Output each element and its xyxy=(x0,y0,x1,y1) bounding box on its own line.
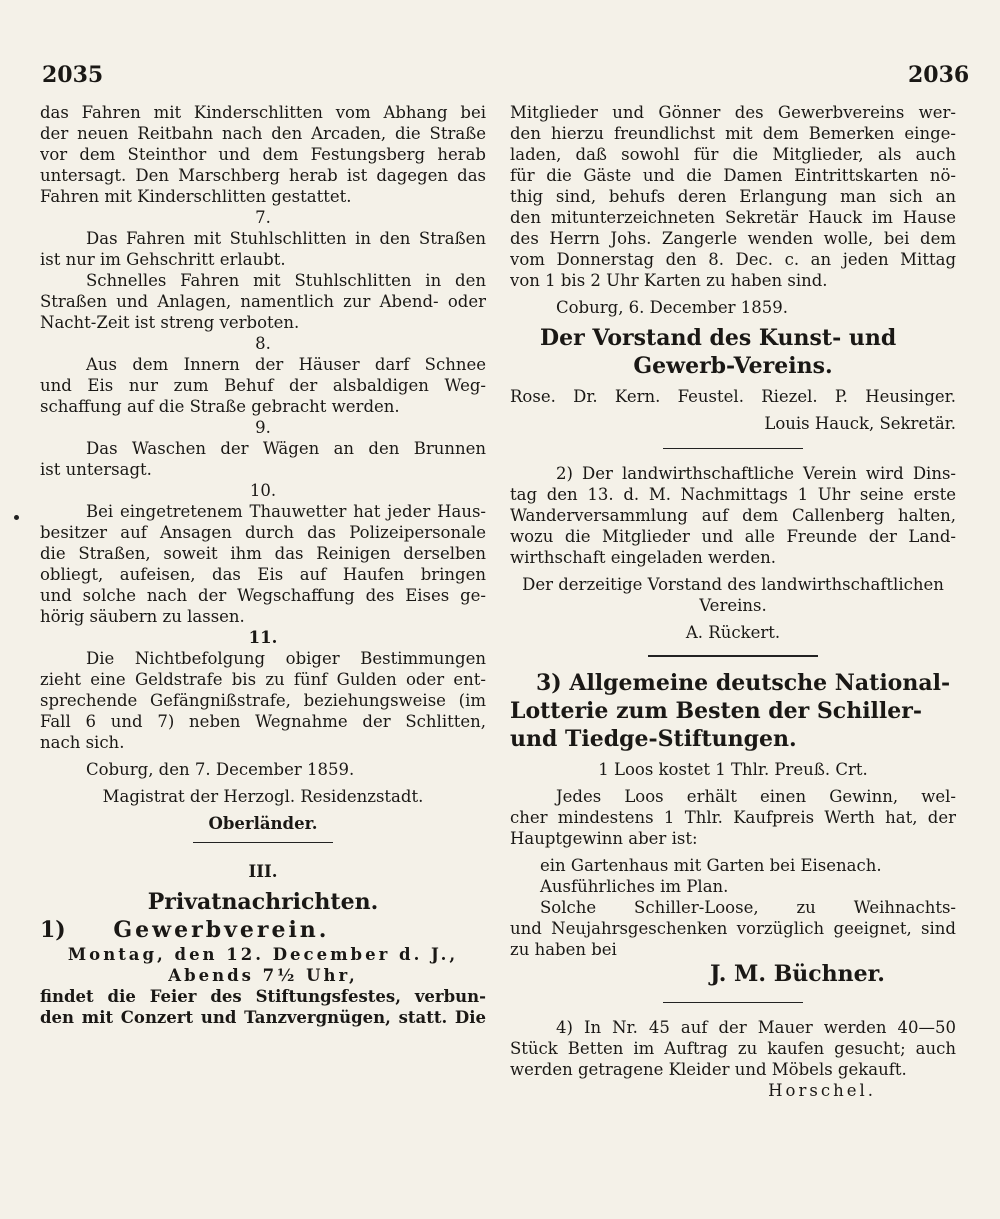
text-line: den mit Conzert und Tanzvergnügen, statt. Die xyxy=(40,1008,486,1027)
text-line: Stück Betten im Auftrag zu kaufen gesucht; auch xyxy=(510,1039,956,1058)
separator-rule xyxy=(648,655,818,657)
text-line: cher mindestens 1 Thlr. Kaufpreis Werth hat, der xyxy=(510,808,956,827)
text-line: 2) Der landwirthschaftliche Verein wird Dins- xyxy=(556,464,956,483)
left-column xyxy=(40,102,486,1028)
text-line: und Eis nur zum Behuf der alsbaldigen Weg- xyxy=(40,376,486,395)
text-line: laden, daß sowohl für die Mitglieder, als auch xyxy=(510,145,956,164)
lottery-heading: 3) Allgemeine deutsche National- xyxy=(536,670,951,696)
date-line: Coburg, den 7. December 1859. xyxy=(86,760,355,779)
print-speck xyxy=(14,515,19,520)
text-line: Mitglieder und Gönner des Gewerbvereins wer- xyxy=(510,103,956,122)
text-line: und Neujahrsgeschenken vorzüglich geeignet, sind xyxy=(510,919,956,938)
board-signature: Vereins. xyxy=(699,596,767,615)
lottery-price: 1 Loos kostet 1 Thlr. Preuß. Crt. xyxy=(598,760,868,779)
text-line: ist nur im Gehschritt erlaubt. xyxy=(40,250,286,269)
right-column xyxy=(510,102,956,1101)
text-line: schaffung auf die Straße gebracht werden. xyxy=(40,397,400,416)
text-line: Das Fahren mit Stuhlschlitten in den Straßen xyxy=(86,229,486,248)
text-line: Solche Schiller-Loose, zu Weihnachts- xyxy=(540,898,956,917)
text-line: besitzer auf Ansagen durch das Polizeipersonale xyxy=(40,523,486,542)
section-number: 11. xyxy=(248,628,278,647)
board-title: Der Vorstand des Kunst- und xyxy=(540,325,897,351)
text-line: den hierzu freundlichst mit dem Bemerken einge- xyxy=(510,124,956,143)
section-number: 9. xyxy=(255,418,271,437)
text-line: des Herrn Johs. Zangerle wenden wolle, bei dem xyxy=(510,229,956,248)
issuing-authority: Magistrat der Herzogl. Residenzstadt. xyxy=(102,787,424,806)
text-line: zieht eine Geldstrafe bis zu fünf Gulden oder ent- xyxy=(40,670,486,689)
board-signature: Der derzeitige Vorstand des landwirthschaftlichen xyxy=(522,575,944,594)
text-line: ist untersagt. xyxy=(40,460,152,479)
text-line: Die Nichtbefolgung obiger Bestimmungen xyxy=(86,649,486,668)
event-time: Abends 7½ Uhr, xyxy=(168,966,358,985)
signature: A. Rückert. xyxy=(685,623,781,642)
text-line: Fahren mit Kinderschlitten gestattet. xyxy=(40,187,352,206)
official-signature: Oberländer. xyxy=(208,814,318,833)
text-line: der neuen Reitbahn nach den Arcaden, die Straße xyxy=(40,124,486,143)
section-heading: Privatnachrichten. xyxy=(147,889,379,915)
text-line: den mitunterzeichneten Sekretär Hauck im Hause xyxy=(510,208,956,227)
separator-rule xyxy=(663,448,803,449)
board-members: Rose. Dr. Kern. Feustel. Riezel. P. Heusinger. xyxy=(510,387,956,406)
section-number: 8. xyxy=(255,334,271,353)
secretary-signature: Louis Hauck, Sekretär. xyxy=(764,414,956,433)
text-line: findet die Feier des Stiftungsfestes, verbun- xyxy=(40,987,486,1006)
lottery-plan: Ausführliches im Plan. xyxy=(540,877,729,896)
text-line: Hauptgewinn aber ist: xyxy=(510,829,698,848)
text-line: die Straßen, soweit ihm das Reinigen derselben xyxy=(40,544,486,563)
text-line: vor dem Steinthor und dem Festungsberg herab xyxy=(40,145,486,164)
lottery-seller: J. M. Büchner. xyxy=(710,961,885,987)
text-line: Aus dem Innern der Häuser darf Schnee xyxy=(86,355,486,374)
text-line: thig sind, behufs deren Erlangung man sich an xyxy=(510,187,956,206)
text-line: für die Gäste und die Damen Eintrittskarten nö- xyxy=(510,166,956,185)
separator-rule xyxy=(663,1002,803,1003)
section-number: 7. xyxy=(255,208,271,227)
date-line: Coburg, 6. December 1859. xyxy=(556,298,789,317)
text-line: Bei eingetretenem Thauwetter hat jeder Haus- xyxy=(86,502,486,521)
text-line: zu haben bei xyxy=(510,940,617,959)
text-line: tag den 13. d. M. Nachmittags 1 Uhr seine erste xyxy=(510,485,956,504)
text-line: sprechende Gefängnißstrafe, beziehungsweise (im xyxy=(40,691,486,710)
lottery-heading: und Tiedge-Stiftungen. xyxy=(510,726,797,752)
item-heading xyxy=(40,916,486,944)
text-line: wozu die Mitglieder und alle Freunde der Land- xyxy=(510,527,956,546)
text-line: nach sich. xyxy=(40,733,125,752)
page-number-right: 2036 xyxy=(908,62,970,88)
text-line: 4) In Nr. 45 auf der Mauer werden 40—50 xyxy=(556,1018,956,1037)
text-line: Jedes Loos erhält einen Gewinn, wel- xyxy=(556,787,956,806)
text-line: Fall 6 und 7) neben Wegnahme der Schlitten, xyxy=(40,712,486,731)
item-number: 1) xyxy=(40,917,66,943)
text-line: von 1 bis 2 Uhr Karten zu haben sind. xyxy=(510,271,828,290)
text-line: obliegt, aufeisen, das Eis auf Haufen bringen xyxy=(40,565,486,584)
text-line: untersagt. Den Marschberg herab ist dagegen das xyxy=(40,166,486,185)
text-line: Schnelles Fahren mit Stuhlschlitten in den xyxy=(86,271,486,290)
board-title: Gewerb-Vereins. xyxy=(633,353,833,379)
lottery-prize: ein Gartenhaus mit Garten bei Eisenach. xyxy=(540,856,882,875)
text-line: Das Waschen der Wägen an den Brunnen xyxy=(86,439,486,458)
signature: Horschel. xyxy=(768,1081,876,1100)
lottery-heading: Lotterie zum Besten der Schiller- xyxy=(510,698,922,724)
text-line: wirthschaft eingeladen werden. xyxy=(510,548,776,567)
text-line: Nacht-Zeit ist streng verboten. xyxy=(40,313,300,332)
text-line: und solche nach der Wegschaffung des Eises ge- xyxy=(40,586,486,605)
separator-rule xyxy=(193,842,333,843)
text-line: das Fahren mit Kinderschlitten vom Abhang bei xyxy=(40,103,486,122)
event-date: Montag, den 12. December d. J., xyxy=(67,945,459,964)
section-roman-numeral: III. xyxy=(248,862,278,881)
text-line: Straßen und Anlagen, namentlich zur Abend- oder xyxy=(40,292,486,311)
text-line: werden getragene Kleider und Möbels gekauft. xyxy=(510,1060,907,1079)
item-title: Gewerbverein. xyxy=(113,917,330,943)
text-line: hörig säubern zu lassen. xyxy=(40,607,245,626)
section-number: 10. xyxy=(249,481,277,500)
text-line: vom Donnerstag den 8. Dec. c. an jeden Mittag xyxy=(510,250,956,269)
text-line: Wanderversammlung auf dem Callenberg halten, xyxy=(510,506,956,525)
page-number-left: 2035 xyxy=(42,62,104,88)
